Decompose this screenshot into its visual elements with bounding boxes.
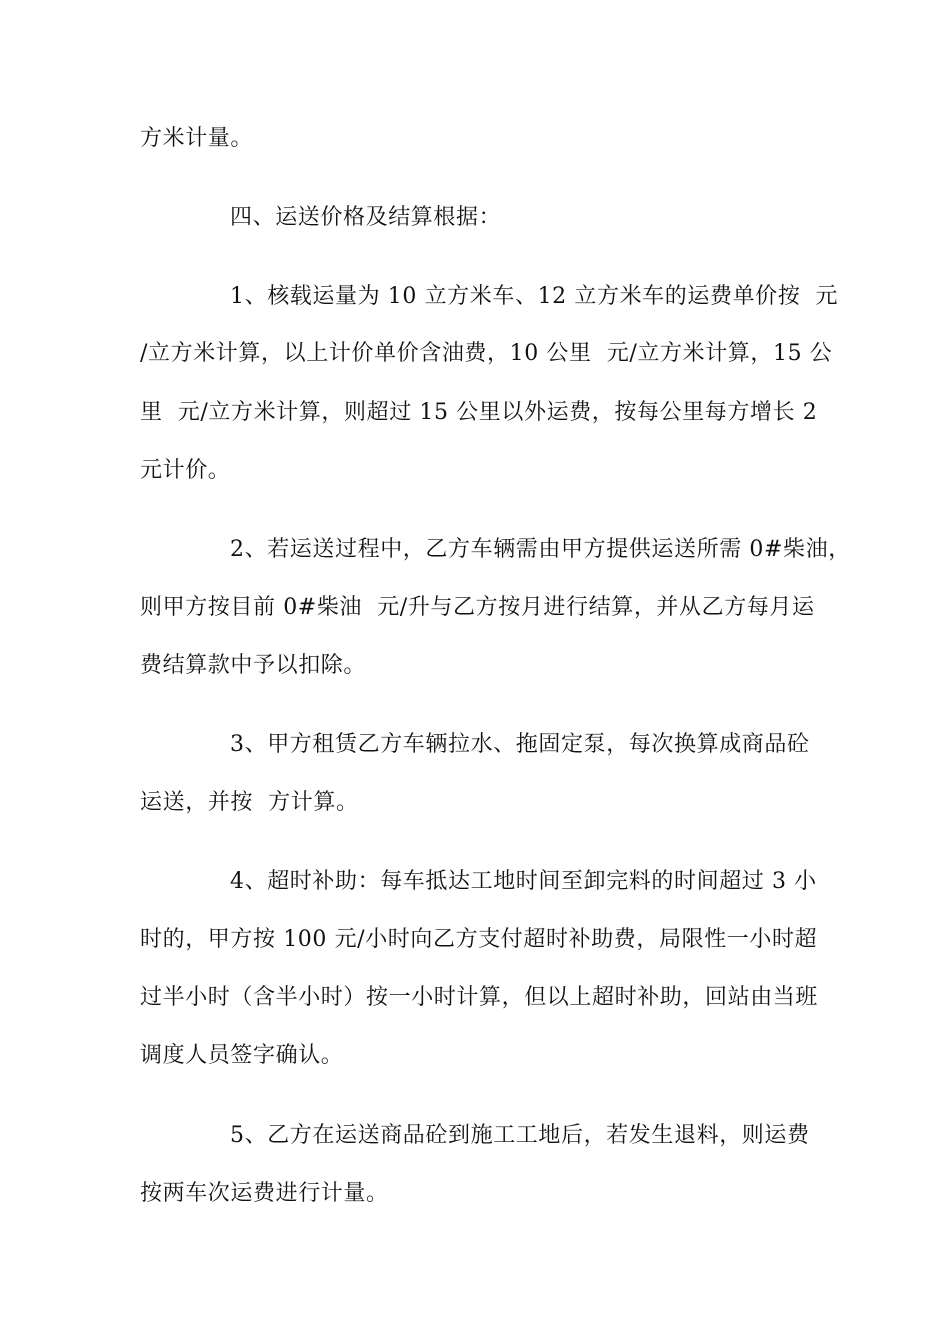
paragraph-line: 元计价。 [140, 458, 231, 483]
paragraph-line: /立方米计算，以上计价单价含油费，10 公里 元/立方米计算，15 公 [140, 341, 833, 366]
paragraph-line: 费结算款中予以扣除。 [140, 653, 367, 678]
text-line: 方米计量。 [140, 126, 254, 151]
paragraph-line: 5、乙方在运送商品砼到施工工地后，若发生退料，则运费 [230, 1123, 810, 1148]
paragraph-line: 里 元/立方米计算，则超过 15 公里以外运费，按每公里每方增长 2 [140, 400, 818, 425]
paragraph-line: 2、若运送过程中，乙方车辆需由甲方提供运送所需 0#柴油， [230, 537, 851, 562]
paragraph-line: 则甲方按目前 0#柴油 元/升与乙方按月进行结算，并从乙方每月运 [140, 595, 815, 620]
section-heading: 四、运送价格及结算根据： [230, 205, 502, 230]
paragraph-line: 调度人员签字确认。 [140, 1043, 344, 1068]
paragraph-line: 时的，甲方按 100 元/小时向乙方支付超时补助费，局限性一小时超 [140, 927, 818, 952]
paragraph-line: 过半小时（含半小时）按一小时计算，但以上超时补助，回站由当班 [140, 985, 819, 1010]
paragraph-line: 3、甲方租赁乙方车辆拉水、拖固定泵，每次换算成商品砼 [230, 732, 810, 757]
paragraph-line: 4、超时补助：每车抵达工地时间至卸完料的时间超过 3 小 [230, 869, 817, 894]
paragraph-line: 按两车次运费进行计量。 [140, 1181, 389, 1206]
paragraph-line: 运送，并按 方计算。 [140, 790, 359, 815]
paragraph-line: 1、核载运量为 10 立方米车、12 立方米车的运费单价按 元 [230, 284, 839, 309]
